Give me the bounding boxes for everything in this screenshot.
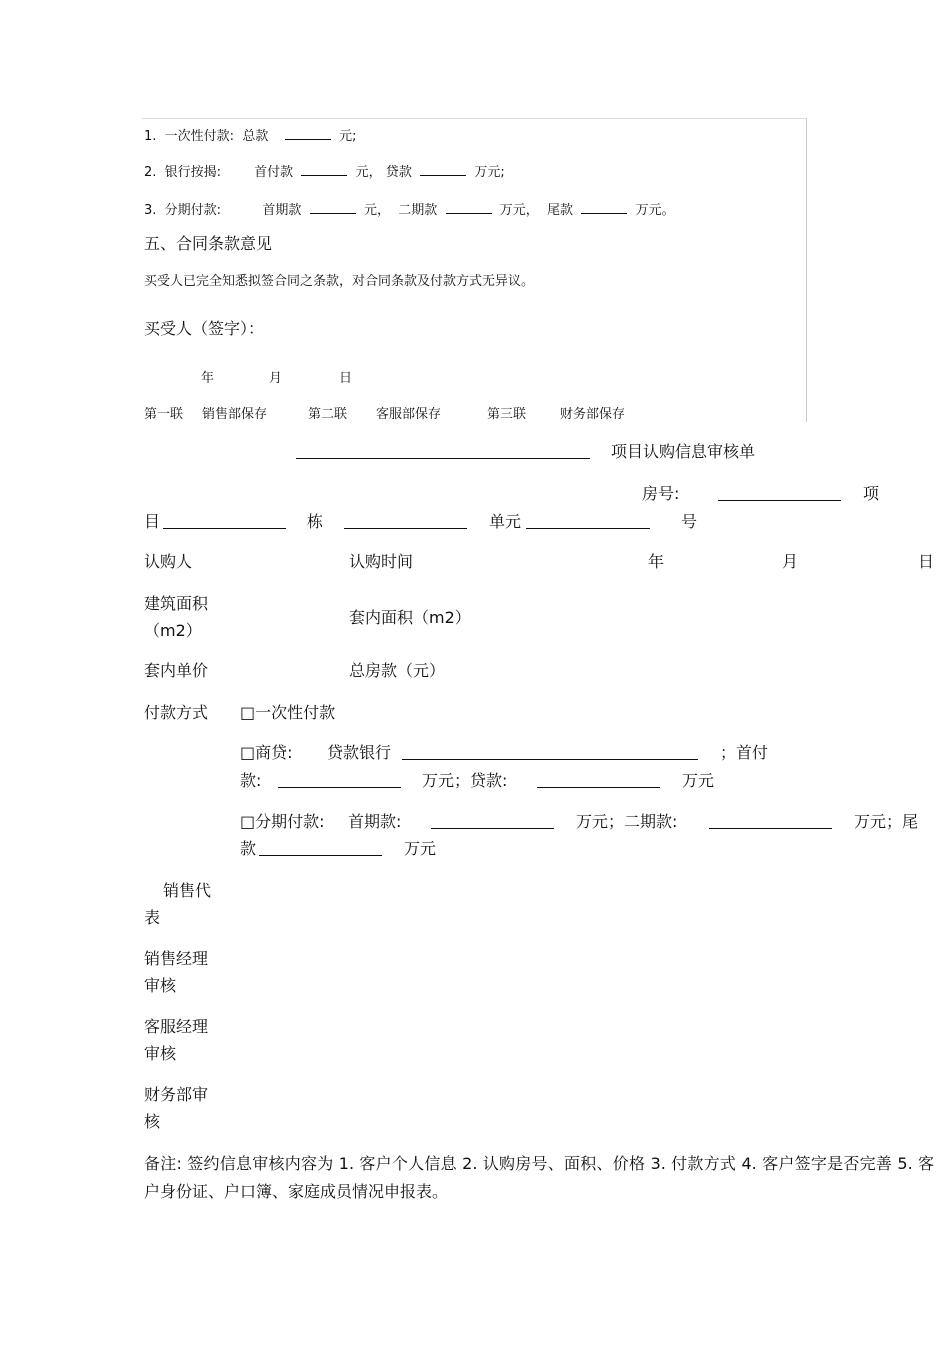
subscription-time-label: 认购时间 xyxy=(349,552,414,571)
loan-blank[interactable] xyxy=(420,175,466,176)
second-installment-label: 万元；二期款: xyxy=(576,812,678,831)
copy-3: 第三联 xyxy=(487,407,527,422)
room-number-label: 房号: xyxy=(642,484,680,503)
building-label: 栋 xyxy=(307,512,324,531)
sales-manager-review-label: 销售经理审核 xyxy=(144,949,209,995)
xiang-char: 项 xyxy=(863,484,880,503)
kuan2-label: 款 xyxy=(240,839,257,858)
inner-price-label: 套内单价 xyxy=(144,661,209,680)
inner-area-label: 套内面积（m2） xyxy=(349,608,471,627)
hao-label: 号 xyxy=(681,512,698,531)
payment-line-2: 2. 银行按揭: 首付款 元， 贷款 万元; xyxy=(144,165,505,180)
first-installment-amount-blank[interactable] xyxy=(431,828,554,829)
time-year: 年 xyxy=(648,552,665,571)
buyer-signature-label: 买受人（签字）： xyxy=(144,319,265,338)
copy-1-dept: 销售部保存 xyxy=(202,407,268,422)
copy-2-dept: 客服部保存 xyxy=(376,407,442,422)
time-month: 月 xyxy=(782,552,799,571)
copy-1: 第一联 xyxy=(144,407,184,422)
remarks-note: 备注: 签约信息审核内容为 1. 客户个人信息 2. 认购房号、面积、价格 3. 付款方式 4. 客户签字是否完善 5. 客户身份证、户口簿、家庭成员情况申报表。 xyxy=(144,1154,934,1201)
down-payment-amount-blank[interactable] xyxy=(278,787,401,788)
option-lump-sum[interactable]: □一次性付款 xyxy=(240,703,336,722)
payment-line-1: 1. 一次性付款: 总款 元; xyxy=(144,129,357,144)
second-installment-blank[interactable] xyxy=(446,213,492,214)
build-area-label: 建筑面积 xyxy=(144,594,209,613)
first-installment-label: 首期款: xyxy=(348,812,402,831)
loan-amount-blank[interactable] xyxy=(537,787,660,788)
tail-label: 万元；尾 xyxy=(854,812,919,831)
subscriber-label: 认购人 xyxy=(144,552,193,571)
mu-char: 目 xyxy=(144,512,161,531)
wan2-label: 万元 xyxy=(404,839,437,858)
build-area-unit: （m2） xyxy=(144,621,202,640)
project-name-blank[interactable] xyxy=(296,458,590,459)
room-number-blank[interactable] xyxy=(718,500,841,501)
down-payment-blank[interactable] xyxy=(301,175,347,176)
unit-blank[interactable] xyxy=(526,528,650,529)
sign-year: 年 xyxy=(201,371,215,386)
section-5-heading: 五、合同条款意见 xyxy=(144,234,273,253)
second-installment-amount-blank[interactable] xyxy=(709,828,832,829)
option-installment[interactable]: □分期付款: xyxy=(240,812,325,831)
wan-loan-label: 万元；贷款: xyxy=(422,771,508,790)
total-blank[interactable] xyxy=(285,139,331,140)
sales-rep-label: 销售代表 xyxy=(144,881,212,927)
option-commercial-loan[interactable]: □商贷: xyxy=(240,743,293,762)
sign-month: 月 xyxy=(269,371,283,386)
finance-review-label: 财务部审核 xyxy=(144,1085,209,1131)
kuan-label: 款: xyxy=(240,771,262,790)
loan-bank-label: 贷款银行 xyxy=(327,743,392,762)
wan-label: 万元 xyxy=(682,771,715,790)
tail-amount-blank[interactable] xyxy=(259,855,382,856)
form-title: 项目认购信息审核单 xyxy=(611,442,756,461)
payment-method-label: 付款方式 xyxy=(144,703,209,722)
total-price-label: 总房款（元） xyxy=(349,661,446,680)
payment-line-3: 3. 分期付款: 首期款 元， 二期款 万元， 尾款 万元。 xyxy=(144,203,675,218)
building-blank[interactable] xyxy=(344,528,467,529)
project-blank[interactable] xyxy=(163,528,286,529)
first-pay-label: ；首付 xyxy=(720,743,769,762)
copy-3-dept: 财务部保存 xyxy=(560,407,626,422)
cs-manager-review-label: 客服经理审核 xyxy=(144,1017,209,1063)
tail-payment-blank[interactable] xyxy=(581,213,627,214)
first-installment-blank[interactable] xyxy=(310,213,356,214)
sign-day: 日 xyxy=(339,371,353,386)
loan-bank-blank[interactable] xyxy=(402,759,698,760)
buyer-statement: 买受人已完全知悉拟签合同之条款，对合同条款及付款方式无异议。 xyxy=(144,274,535,289)
unit-label: 单元 xyxy=(489,512,522,531)
copy-2: 第二联 xyxy=(308,407,348,422)
time-day: 日 xyxy=(918,552,935,571)
